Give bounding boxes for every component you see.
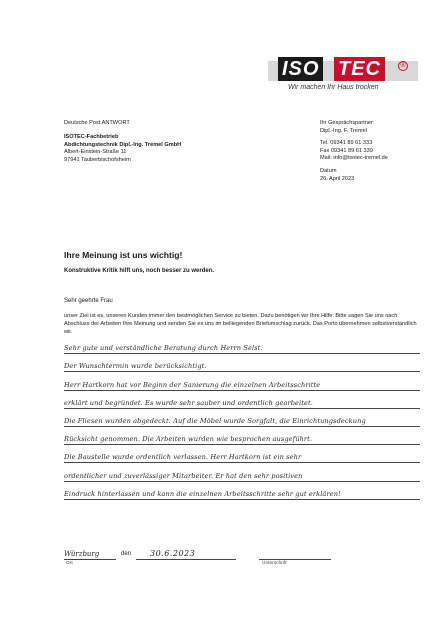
handwritten-text: Sehr gute und verständliche Beratung durch Herrn Selst. xyxy=(64,344,263,353)
date-field[interactable] xyxy=(136,546,236,560)
feedback-line xyxy=(64,445,420,463)
place-handwritten: Würzburg xyxy=(64,550,100,558)
unterschrift-label: Unterschrift xyxy=(262,561,287,566)
handwritten-text: Die Fliesen wurden abgedeckt. Auf die Möbel wurde Sorgfalt, die Einrichtungsdeckung xyxy=(64,416,366,425)
contact-tel: Tel. 09341 89 61 333 xyxy=(320,140,373,146)
date-label: Datum xyxy=(320,168,337,174)
intro-paragraph: unser Ziel ist es, unseren Kunden immer den bestmöglichen Service zu bieten. Dazu benötigen wir Ihre Hilfe: Bitte sagen Sie uns nach Abschluss der Arbeiten Ihre Meinung und senden Sie es uns im beiliegenden Briefumschlag zurück. Das Porto übernehmen selbstverständlich wir. xyxy=(64,313,417,335)
feedback-line xyxy=(64,482,420,500)
contact-person: Dipl.-Ing. F. Tremel xyxy=(320,127,367,134)
contact-block xyxy=(320,120,388,163)
date-value: 26. April 2023 xyxy=(320,175,355,182)
feedback-line xyxy=(64,354,420,372)
ort-label: Ort xyxy=(66,561,73,566)
recipient-city: 97941 Tauberbischofsheim xyxy=(64,156,131,163)
page-subtitle: Konstruktive Kritik hilft uns, noch besser zu werden. xyxy=(64,268,215,274)
handwritten-text: Die Baustelle wurde ordentlich verlassen. Herr Hartkorn ist ein sehr xyxy=(64,453,302,462)
den-label: den xyxy=(121,551,132,557)
place-field[interactable] xyxy=(64,546,116,560)
contact-label: Ihr Gesprächspartner: xyxy=(320,120,375,126)
signature-field[interactable] xyxy=(259,546,331,560)
date-handwritten: 30.6.2023 xyxy=(150,549,196,558)
signature-row xyxy=(64,546,420,566)
feedback-field[interactable] xyxy=(64,336,420,500)
recipient-company-full: Abdichtungstechnik Dipl.-Ing. Tremel GmbH xyxy=(64,141,182,148)
recipient-street: Albert-Einstein-Straße 11 xyxy=(64,149,127,155)
sender-line: Deutsche Post ANTWORT xyxy=(64,120,130,126)
recipient-address xyxy=(64,134,181,164)
feedback-line xyxy=(64,427,420,445)
feedback-line xyxy=(64,463,420,481)
salutation: Sehr geehrte Frau xyxy=(64,298,113,304)
recipient-company: ISOTEC-Fachbetrieb xyxy=(64,134,119,140)
handwritten-text: Eindruck hinterlassen und kann die einzelnen Arbeitsschritte sehr gut erklären! xyxy=(64,489,341,498)
handwritten-text: Herr Hartkorn hat vor Beginn der Sanierung die einzelnen Arbeitsschritte xyxy=(64,380,321,389)
feedback-line xyxy=(64,336,420,354)
feedback-line xyxy=(64,391,420,409)
feedback-line xyxy=(64,372,420,390)
date-block xyxy=(320,168,354,183)
feedback-line xyxy=(64,409,420,427)
registered-mark-icon: ® xyxy=(398,61,408,71)
page-title: Ihre Meinung ist uns wichtig! xyxy=(64,250,183,260)
handwritten-text: ordentlicher und zuverlässiger Mitarbeiter. Er hat den sehr positiven xyxy=(64,471,303,480)
logo-tec-text: TEC xyxy=(334,57,385,81)
handwritten-text: Rücksicht genommen. Die Arbeiten wurden wie besprochen ausgeführt. xyxy=(64,435,313,444)
contact-mail: Mail: info@isotec-tremel.de xyxy=(320,155,388,161)
logo-iso-text: ISO xyxy=(278,57,323,81)
handwritten-text: erklärt und begründet. Es wurde sehr sauber und ordentlich gearbeitet. xyxy=(64,398,313,407)
logo-tagline: Wir machen Ihr Haus trocken xyxy=(288,84,379,91)
contact-fax: Fax 09341 89 61 339 xyxy=(320,147,373,154)
isotec-logo xyxy=(268,54,418,94)
handwritten-text: Der Wunschtermin wurde berücksichtigt. xyxy=(64,362,207,371)
